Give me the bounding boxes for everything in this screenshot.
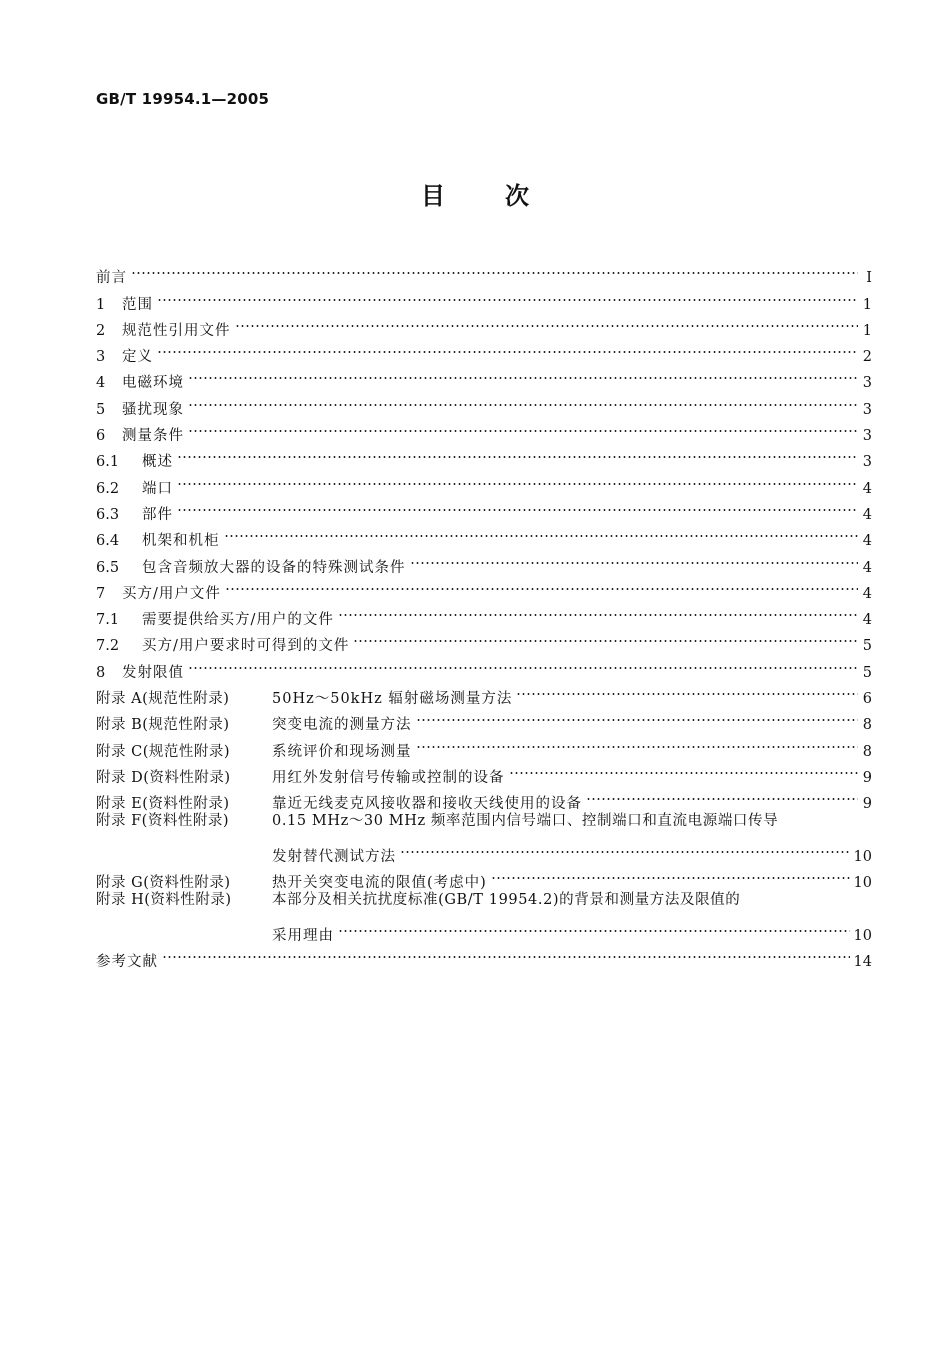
toc-entry-number: 6.5 bbox=[96, 559, 120, 576]
toc-entry-number: 7.1 bbox=[96, 612, 120, 629]
toc-entry[interactable] bbox=[96, 572, 872, 602]
annex-label: 附录 C(规范性附录) bbox=[96, 743, 231, 760]
toc-entry[interactable] bbox=[96, 387, 872, 418]
leader-dots bbox=[157, 282, 858, 308]
leader-dots bbox=[410, 545, 859, 571]
toc-entry[interactable] bbox=[96, 361, 872, 392]
toc-page-number: 5 bbox=[862, 664, 872, 681]
toc-subentry[interactable] bbox=[96, 466, 872, 497]
toc-entry-text: 电磁环境 bbox=[122, 375, 184, 392]
toc-subentry[interactable] bbox=[96, 493, 872, 523]
toc-subentry[interactable] bbox=[96, 598, 872, 629]
leader-dots bbox=[338, 598, 858, 624]
annex-label: 附录 A(规范性附录) bbox=[96, 691, 230, 708]
toc-entry-text: 概述 bbox=[142, 454, 173, 471]
toc-page-number: 8 bbox=[862, 717, 872, 734]
leader-dots bbox=[177, 466, 858, 492]
toc-entry-text: 买方/用户文件 bbox=[122, 585, 221, 602]
toc-entry-number: 6.2 bbox=[96, 480, 120, 497]
toc-page-number: 4 bbox=[862, 480, 872, 497]
annex-title: 突变电流的测量方法 bbox=[272, 717, 412, 734]
toc-page-number: 4 bbox=[862, 506, 872, 523]
annex-title: 靠近无线麦克风接收器和接收天线使用的设备 bbox=[272, 796, 582, 813]
toc-entry[interactable] bbox=[96, 414, 872, 445]
annex-label: 附录 B(规范性附录) bbox=[96, 717, 230, 734]
toc-annex-e[interactable] bbox=[96, 782, 872, 813]
toc-entry-text: 买方/用户要求时可得到的文件 bbox=[142, 638, 350, 655]
toc-entry-text: 规范性引用文件 bbox=[122, 322, 231, 339]
toc-entry-number: 6.1 bbox=[96, 454, 120, 471]
leader-dots bbox=[188, 650, 858, 676]
toc-entry-text: 定义 bbox=[122, 349, 153, 366]
toc-entry-number: 7 bbox=[96, 585, 106, 602]
toc-page-number: 4 bbox=[862, 533, 872, 550]
toc-annex-b[interactable] bbox=[96, 703, 872, 734]
leader-dots bbox=[509, 756, 859, 782]
toc-subentry[interactable] bbox=[96, 545, 872, 576]
toc-entry-number: 3 bbox=[96, 349, 106, 366]
toc-entry-text: 范围 bbox=[122, 296, 153, 313]
toc-entry-foreword[interactable] bbox=[96, 256, 872, 287]
leader-dots bbox=[491, 861, 850, 887]
annex-title: 50Hz～50kHz 辐射磁场测量方法 bbox=[272, 691, 513, 708]
toc-entry-number: 5 bbox=[96, 401, 106, 418]
leader-dots bbox=[586, 782, 858, 808]
toc-page-number: 3 bbox=[862, 401, 872, 418]
toc-annex-h-continuation[interactable] bbox=[96, 913, 872, 944]
toc-annex-a[interactable] bbox=[96, 677, 872, 708]
toc-page-number: 4 bbox=[862, 559, 872, 576]
leader-dots bbox=[416, 703, 859, 729]
annex-label: 附录 E(资料性附录) bbox=[96, 796, 230, 813]
toc-entry-number: 6.3 bbox=[96, 506, 120, 523]
toc-page-number: 3 bbox=[862, 375, 872, 392]
toc-entry-text: 包含音频放大器的设备的特殊测试条件 bbox=[142, 559, 406, 576]
annex-title-continued: 采用理由 bbox=[272, 927, 334, 944]
toc-page-number: 10 bbox=[853, 875, 872, 892]
toc-entry-text: 需要提供给买方/用户的文件 bbox=[142, 612, 334, 629]
table-of-contents bbox=[96, 256, 872, 971]
toc-entry-text: 机架和机柜 bbox=[142, 533, 220, 550]
toc-entry-text: 参考文献 bbox=[96, 954, 158, 971]
annex-label: 附录 G(资料性附录) bbox=[96, 875, 231, 892]
toc-entry-text: 部件 bbox=[142, 506, 173, 523]
leader-dots bbox=[177, 440, 858, 466]
toc-entry-text: 骚扰现象 bbox=[122, 401, 184, 418]
toc-subentry[interactable] bbox=[96, 440, 872, 471]
leader-dots bbox=[162, 940, 850, 966]
annex-title: 系统评价和现场测量 bbox=[272, 743, 412, 760]
toc-page-number: 4 bbox=[862, 585, 872, 602]
toc-page-number: 14 bbox=[853, 954, 872, 971]
leader-dots bbox=[177, 493, 858, 519]
leader-dots bbox=[225, 572, 858, 598]
toc-page-number: 3 bbox=[862, 454, 872, 471]
toc-entry-text: 测量条件 bbox=[122, 428, 184, 445]
toc-entry[interactable] bbox=[96, 309, 872, 339]
toc-page-number: 1 bbox=[862, 322, 872, 339]
toc-page-number: 9 bbox=[862, 769, 872, 786]
toc-entry-number: 6.4 bbox=[96, 533, 120, 550]
toc-page-number: 5 bbox=[862, 638, 872, 655]
leader-dots bbox=[416, 729, 859, 755]
annex-title: 用红外发射信号传输或控制的设备 bbox=[272, 769, 505, 786]
toc-annex-f[interactable] bbox=[96, 808, 872, 834]
leader-dots bbox=[516, 677, 858, 703]
toc-entry-text: 端口 bbox=[142, 480, 173, 497]
annex-title: 本部分及相关抗扰度标准(GB/T 19954.2)的背景和测量方法及限值的 bbox=[272, 892, 741, 909]
toc-page-number: I bbox=[866, 270, 872, 287]
leader-dots bbox=[353, 624, 858, 650]
toc-page-number: 9 bbox=[862, 796, 872, 813]
leader-dots bbox=[224, 519, 859, 545]
toc-entry[interactable] bbox=[96, 282, 872, 313]
toc-page-number: 4 bbox=[862, 612, 872, 629]
toc-entry[interactable] bbox=[96, 335, 872, 366]
leader-dots bbox=[338, 913, 850, 939]
toc-annex-f-continuation[interactable] bbox=[96, 835, 872, 865]
standard-code: GB/T 19954.1—2005 bbox=[96, 90, 270, 108]
annex-title: 热开关突变电流的限值(考虑中) bbox=[272, 875, 487, 892]
toc-entry-text: 前言 bbox=[96, 270, 127, 287]
toc-entry[interactable] bbox=[96, 650, 872, 681]
leader-dots bbox=[235, 309, 859, 335]
leader-dots bbox=[188, 361, 858, 387]
annex-label: 附录 F(资料性附录) bbox=[96, 813, 229, 830]
toc-entry-number: 1 bbox=[96, 296, 106, 313]
leader-dots bbox=[188, 414, 858, 440]
toc-entry-text: 发射限值 bbox=[122, 664, 184, 681]
toc-entry-number: 2 bbox=[96, 322, 106, 339]
toc-page-number: 1 bbox=[862, 296, 872, 313]
leader-dots bbox=[131, 256, 858, 282]
leader-dots bbox=[400, 835, 850, 861]
toc-entry-number: 6 bbox=[96, 428, 106, 445]
toc-annex-h[interactable] bbox=[96, 887, 872, 913]
toc-page-number: 2 bbox=[862, 349, 872, 366]
toc-subentry[interactable] bbox=[96, 519, 872, 550]
toc-annex-c[interactable] bbox=[96, 729, 872, 760]
annex-title: 0.15 MHz～30 MHz 频率范围内信号端口、控制端口和直流电源端口传导 bbox=[272, 813, 779, 830]
annex-label: 附录 D(资料性附录) bbox=[96, 769, 231, 786]
toc-entry-references[interactable] bbox=[96, 940, 872, 971]
annex-label: 附录 H(资料性附录) bbox=[96, 892, 232, 909]
toc-page-number: 6 bbox=[862, 691, 872, 708]
toc-entry-number: 8 bbox=[96, 664, 106, 681]
leader-dots bbox=[188, 387, 858, 413]
toc-page-number: 8 bbox=[862, 743, 872, 760]
annex-title-continued: 发射替代测试方法 bbox=[272, 848, 396, 865]
leader-dots bbox=[157, 335, 858, 361]
toc-annex-d[interactable] bbox=[96, 756, 872, 786]
toc-subentry[interactable] bbox=[96, 624, 872, 655]
toc-page-number: 10 bbox=[853, 848, 872, 865]
toc-page-number: 10 bbox=[853, 927, 872, 944]
page-title: 目次 bbox=[421, 182, 589, 210]
toc-annex-g[interactable] bbox=[96, 861, 872, 892]
toc-entry-number: 4 bbox=[96, 375, 106, 392]
toc-page-number: 3 bbox=[862, 428, 872, 445]
toc-entry-number: 7.2 bbox=[96, 638, 120, 655]
